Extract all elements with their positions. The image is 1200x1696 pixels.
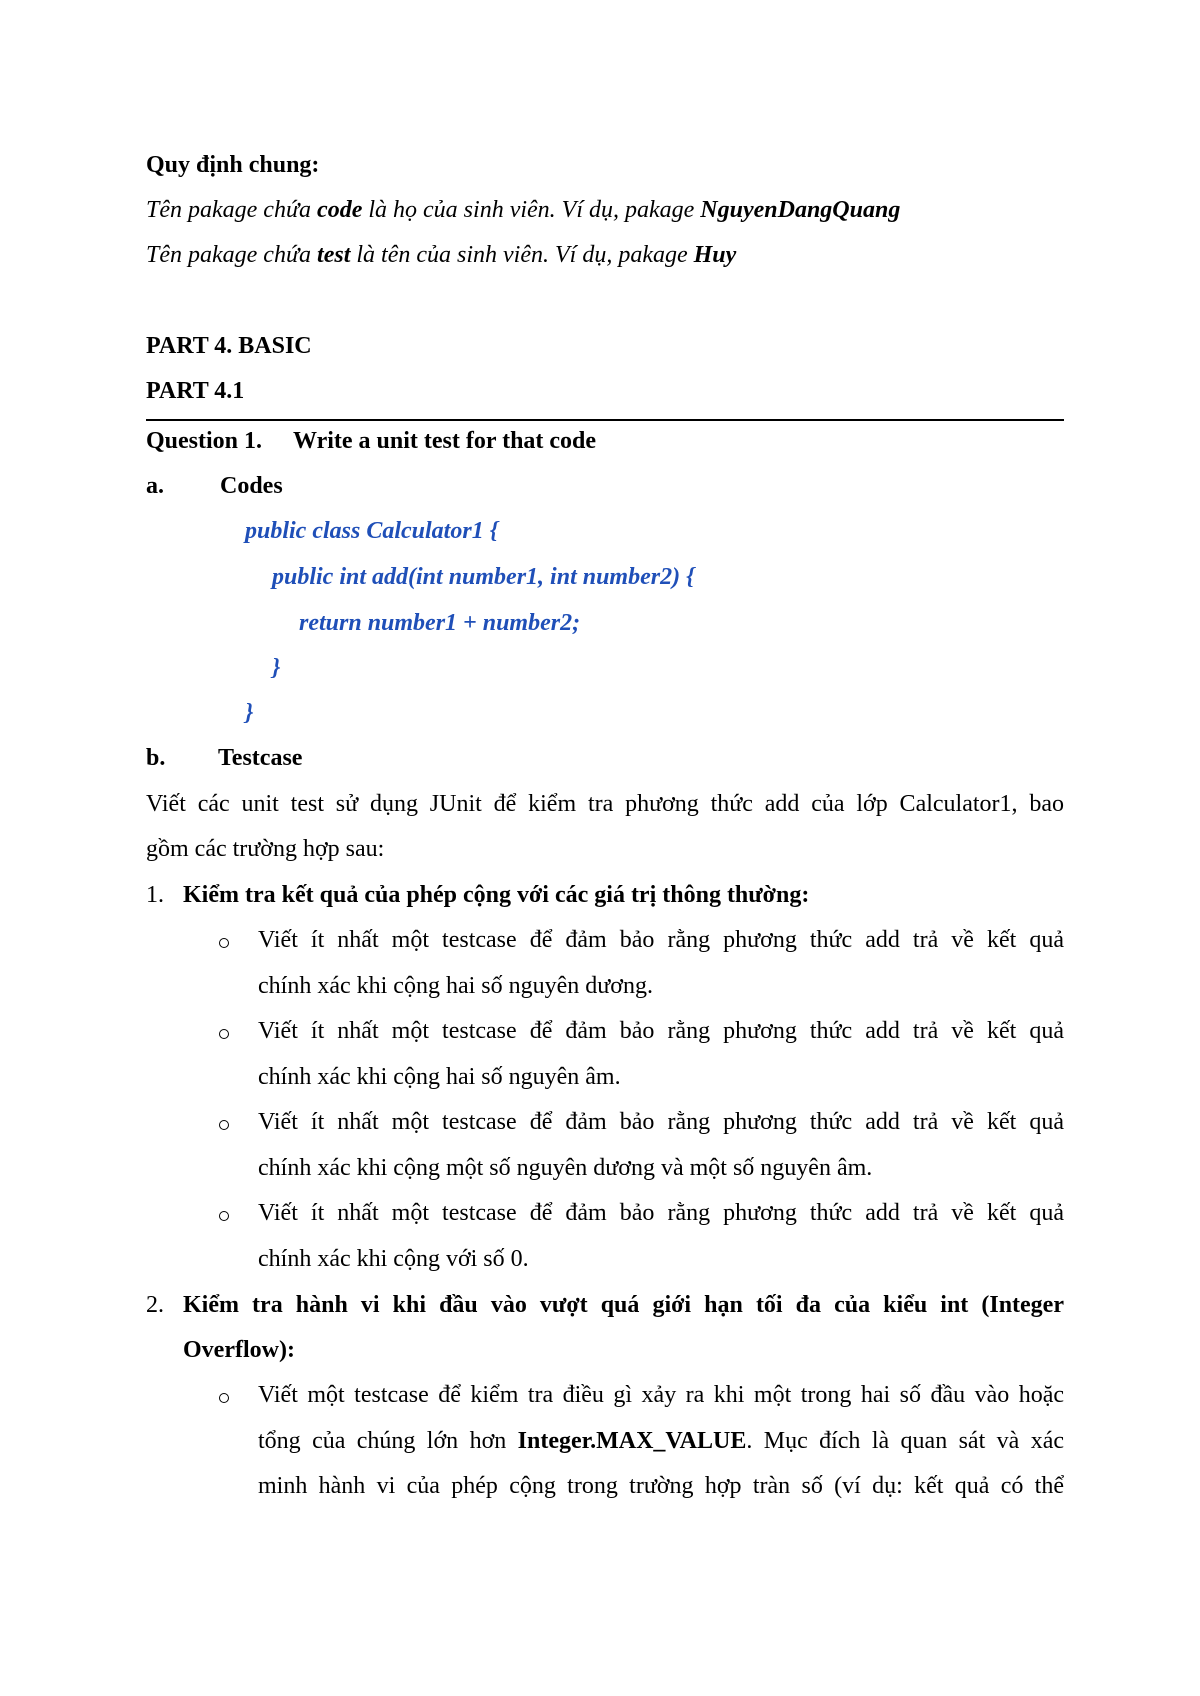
item-1-bullet-4-line-1: Viết ít nhất một testcase để đảm bảo rằng phương thức add trả về kết quả [258,1200,1064,1226]
section-a-marker: a. [146,473,164,499]
question-number: Question 1. [146,428,263,454]
item-2-bullet-line-2-pre: tổng của chúng lớn hơn [258,1428,518,1454]
item-2-number: 2. [146,1292,164,1318]
bullet-icon [219,938,229,948]
item-1-bullet-1-line-2: chính xác khi cộng hai số nguyên dương. [258,973,653,999]
item-1-bullet-3-line-2: chính xác khi cộng một số nguyên dương và một số nguyên âm. [258,1155,873,1181]
code-line-3: return number1 + number2; [299,610,581,636]
general-line-1-pre: Tên pakage chứa [146,197,318,223]
general-line-2-pre: Tên pakage chứa [146,242,318,268]
code-line-5: } [245,700,254,726]
item-1-title: Kiểm tra kết quả của phép cộng với các giá trị thông thường: [183,882,810,908]
bullet-icon [219,1120,229,1130]
section-b-title: Testcase [218,745,303,771]
item-2-title-line-1: Kiểm tra hành vi khi đầu vào vượt quá giới hạn tối đa của kiểu int (Integer [183,1292,1064,1318]
section-a-title: Codes [220,473,283,499]
general-heading: Quy định chung: [146,152,320,178]
general-line-2-test: test [317,242,351,268]
general-line-1-name: NguyenDangQuang [700,197,901,223]
item-2-title-line-2: Overflow): [183,1337,295,1363]
general-line-2 [146,243,736,267]
code-line-2: public int add(int number1, int number2) { [272,564,695,590]
section-b-marker: b. [146,745,166,771]
code-line-4: } [272,655,281,681]
item-1-number: 1. [146,882,164,908]
subpart-title: PART 4.1 [146,378,245,404]
intro-line-2: gồm các trường hợp sau: [146,836,385,862]
general-line-1-code: code [317,197,363,223]
part-title: PART 4. BASIC [146,333,312,359]
general-line-2-name: Huy [693,242,737,268]
general-line-1 [146,198,900,222]
item-2-bullet-line-2-bold: Integer.MAX_VALUE [517,1428,747,1454]
item-2-bullet-line-2-post: . Mục đích là quan sát và xác [746,1428,1064,1454]
intro-line-1: Viết các unit test sử dụng JUnit để kiểm tra phương thức add của lớp Calculator1, bao [146,791,1064,817]
question-title: Write a unit test for that code [293,428,597,454]
item-2-bullet-line-1: Viết một testcase để kiểm tra điều gì xảy ra khi một trong hai số đầu vào hoặc [258,1382,1064,1408]
item-1-bullet-1-line-1: Viết ít nhất một testcase để đảm bảo rằng phương thức add trả về kết quả [258,927,1064,953]
bullet-icon [219,1393,229,1403]
item-1-bullet-2-line-2: chính xác khi cộng hai số nguyên âm. [258,1064,621,1090]
general-line-1-mid: là họ của sinh viên. Ví dụ, pakage [362,197,701,223]
section-divider [146,419,1064,421]
code-line-1: public class Calculator1 { [245,518,499,544]
bullet-icon [219,1029,229,1039]
general-line-2-mid: là tên của sinh viên. Ví dụ, pakage [350,242,694,268]
item-2-bullet-line-3: minh hành vi của phép cộng trong trường hợp tràn số (ví dụ: kết quả có thể [258,1473,1064,1499]
item-1-bullet-3-line-1: Viết ít nhất một testcase để đảm bảo rằng phương thức add trả về kết quả [258,1109,1064,1135]
item-1-bullet-4-line-2: chính xác khi cộng với số 0. [258,1246,529,1272]
bullet-icon [219,1211,229,1221]
item-2-bullet-line-2 [258,1429,1064,1453]
item-1-bullet-2-line-1: Viết ít nhất một testcase để đảm bảo rằng phương thức add trả về kết quả [258,1018,1064,1044]
